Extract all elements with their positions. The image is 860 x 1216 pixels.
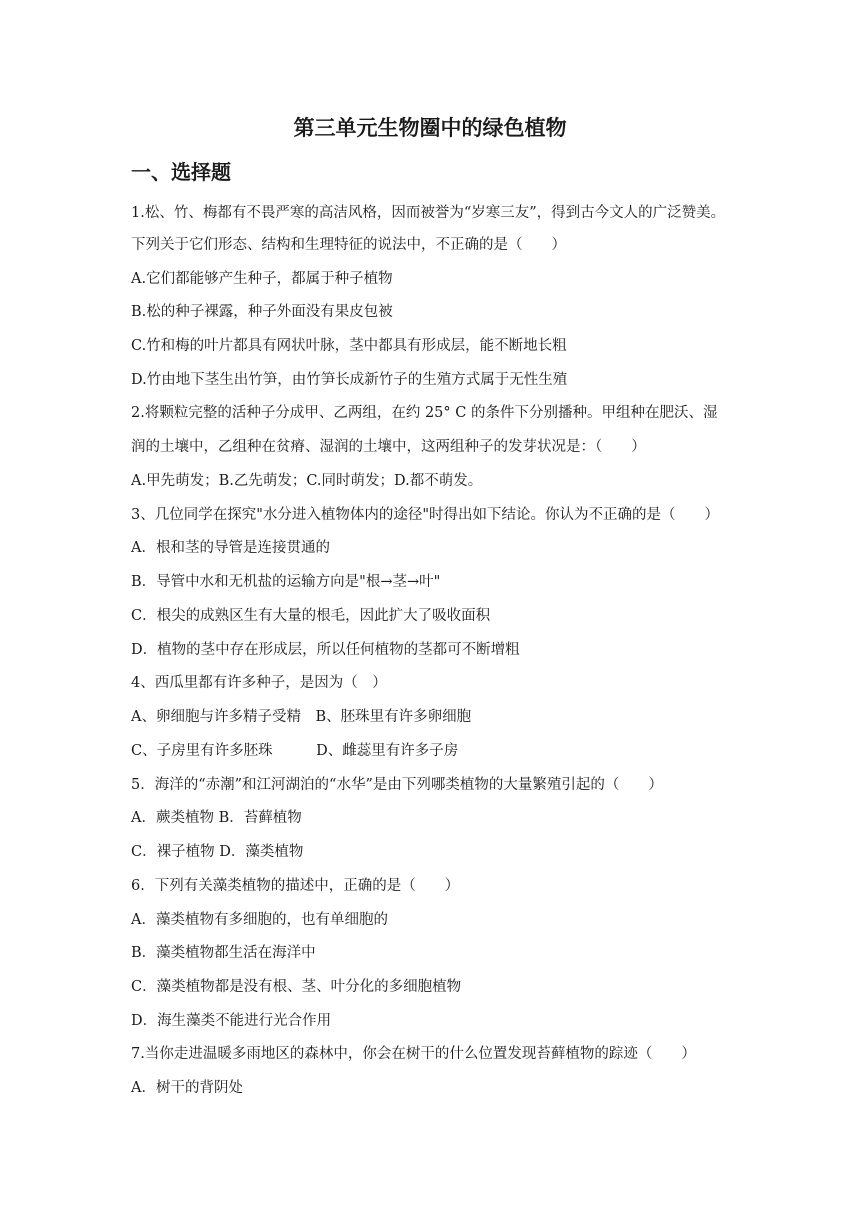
question-3-stem: 3、几位同学在探究"水分进入植物体内的途径"时得出如下结论。你认为不正确的是（ ） bbox=[131, 507, 720, 523]
page-title: 第三单元生物圈中的绿色植物 bbox=[293, 115, 567, 140]
question-6-stem: 6．下列有关藻类植物的描述中，正确的是（ ） bbox=[131, 878, 460, 894]
question-1-option-b: B.松的种子裸露，种子外面没有果皮包被 bbox=[131, 304, 393, 320]
question-5-options-ab: A．蕨类植物 B．苔藓植物 bbox=[131, 810, 302, 826]
question-6-option-d: D．海生藻类不能进行光合作用 bbox=[131, 1013, 332, 1029]
question-1-option-d: D.竹由地下茎生出竹笋，由竹笋长成新竹子的生殖方式属于无性生殖 bbox=[131, 372, 568, 388]
question-6-option-a: A．藻类植物有多细胞的，也有单细胞的 bbox=[131, 912, 388, 928]
question-3-option-b: B．导管中水和无机盐的运输方向是"根→茎→叶" bbox=[131, 574, 441, 590]
question-7-option-a: A．树干的背阴处 bbox=[131, 1080, 243, 1096]
question-3-option-a: A．根和茎的导管是连接贯通的 bbox=[131, 540, 330, 556]
question-7-stem: 7.当你走进温暖多雨地区的森林中，你会在树干的什么位置发现苔藓植物的踪迹（ ） bbox=[131, 1046, 696, 1062]
question-5-stem: 5．海洋的“赤潮”和江河湖泊的“水华”是由下列哪类植物的大量繁殖引起的（ ） bbox=[131, 777, 663, 793]
question-4-stem: 4、西瓜里都有许多种子，是因为（ ） bbox=[131, 675, 387, 691]
question-1-stem-line-2: 下列关于它们形态、结构和生理特征的说法中，不正确的是（ ） bbox=[131, 237, 566, 253]
question-4-options-ab: A、卵细胞与许多精子受精 B、胚珠里有许多卵细胞 bbox=[131, 709, 472, 725]
question-1-option-a: A.它们都能够产生种子，都属于种子植物 bbox=[131, 271, 393, 287]
question-2-options: A.甲先萌发；B.乙先萌发；C.同时萌发；D.都不萌发。 bbox=[131, 473, 483, 489]
question-3-option-d: D．植物的茎中存在形成层，所以任何植物的茎都可不断增粗 bbox=[131, 642, 520, 658]
question-1-stem-line-1: 1.松、竹、梅都有不畏严寒的高洁风格，因而被誉为“岁寒三友”，得到古今文人的广泛赞美。 bbox=[131, 205, 726, 221]
question-6-option-b: B．藻类植物都生活在海洋中 bbox=[131, 945, 316, 961]
question-5-options-cd: C．裸子植物 D．藻类植物 bbox=[131, 844, 304, 860]
section-heading: 一、选择题 bbox=[131, 160, 231, 184]
question-4-options-cd: C、子房里有许多胚珠 D、雌蕊里有许多子房 bbox=[131, 743, 459, 759]
question-2-stem-line-2: 润的土壤中，乙组种在贫瘠、湿润的土壤中，这两组种子的发芽状况是：（ ） bbox=[131, 439, 646, 455]
question-2-stem-line-1: 2.将颗粒完整的活种子分成甲、乙两组，在约 25° C 的条件下分别播种。甲组种在肥沃、湿 bbox=[131, 405, 718, 421]
question-1-option-c: C.竹和梅的叶片都具有网状叶脉，茎中都具有形成层，能不断地长粗 bbox=[131, 338, 567, 354]
question-6-option-c: C．藻类植物都是没有根、茎、叶分化的多细胞植物 bbox=[131, 979, 462, 995]
question-3-option-c: C．根尖的成熟区生有大量的根毛，因此扩大了吸收面积 bbox=[131, 608, 491, 624]
